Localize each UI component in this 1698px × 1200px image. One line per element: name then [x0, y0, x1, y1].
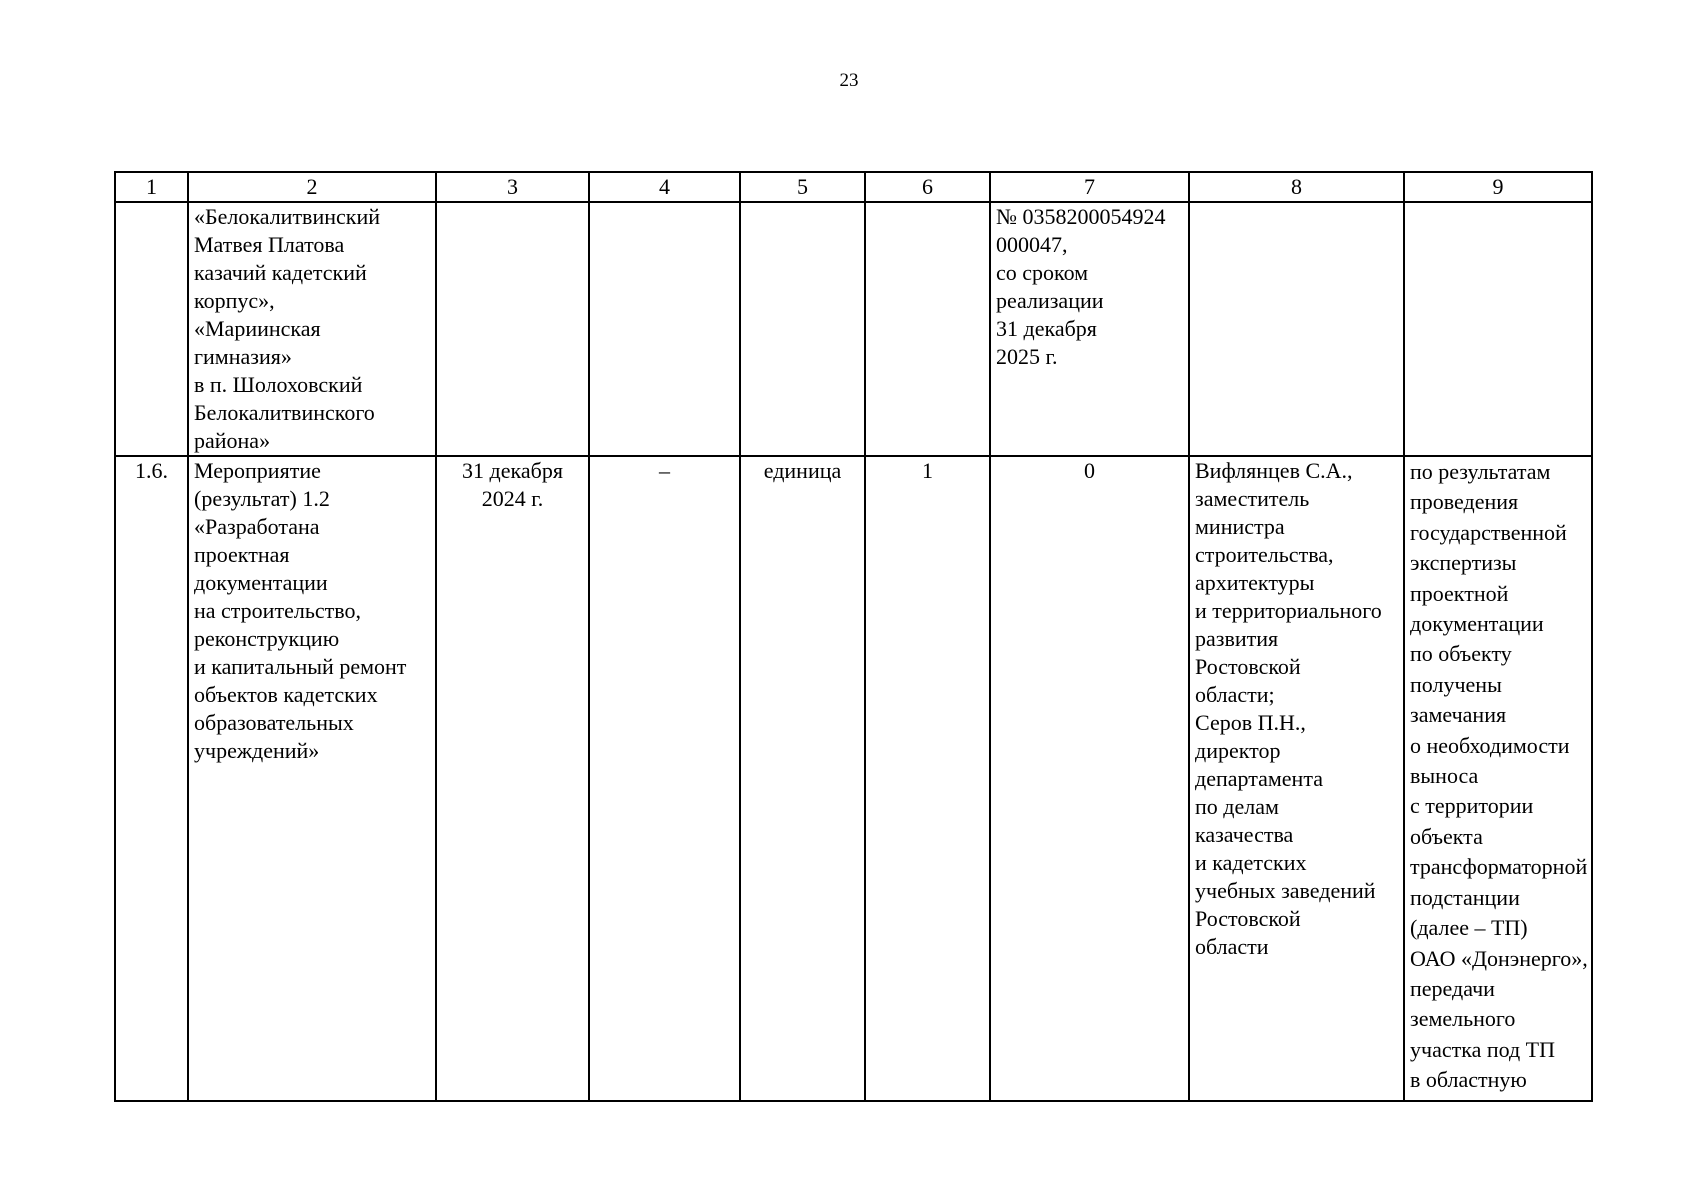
- text-line: 2024 г.: [481, 486, 544, 511]
- header-cell: 4: [589, 172, 740, 202]
- text-line: гимназия»: [194, 344, 292, 369]
- text-line: казачий кадетский: [194, 260, 367, 285]
- text-line: объектов кадетских: [194, 682, 378, 707]
- cell-plan: 1: [865, 456, 990, 1101]
- text-line: области;: [1195, 682, 1275, 707]
- text-line: реконструкцию: [194, 626, 340, 651]
- text-line: объекта: [1410, 823, 1483, 849]
- text-line: района»: [194, 428, 271, 453]
- header-cell: 2: [188, 172, 436, 202]
- text-line: Матвея Платова: [194, 232, 345, 257]
- cell-date: [436, 456, 589, 1101]
- text-line: архитектуры: [1195, 570, 1315, 595]
- text-line: директор: [1195, 738, 1281, 763]
- text-line: замечания: [1410, 702, 1507, 728]
- text-line: 31 декабря: [462, 458, 563, 483]
- cell-plan: [865, 202, 990, 456]
- text-line: (далее – ТП): [1410, 915, 1528, 941]
- cell-col4: [589, 202, 740, 456]
- cell-fact: 0: [990, 456, 1189, 1101]
- text-line: на строительство,: [194, 598, 361, 623]
- cell-responsible: [1189, 456, 1404, 1101]
- cell-number: [115, 202, 188, 456]
- text-line: «Разработана: [194, 514, 320, 539]
- text-line: государственной: [1410, 519, 1567, 545]
- text-line: 000047,: [996, 232, 1068, 257]
- text-line: Белокалитвинского: [194, 400, 375, 425]
- text-line: строительства,: [1195, 542, 1334, 567]
- text-line: трансформаторной: [1410, 854, 1588, 880]
- text-line: «Мариинская: [194, 316, 321, 341]
- header-cell: 9: [1404, 172, 1592, 202]
- text-line: по объекту: [1410, 641, 1512, 667]
- text-line: заместитель: [1195, 486, 1310, 511]
- cell-fact: [990, 202, 1189, 456]
- cell-comment: [1404, 456, 1592, 1101]
- text-line: департамента: [1195, 766, 1323, 791]
- text-line: в п. Шолоховский: [194, 372, 363, 397]
- text-line: и кадетских: [1195, 850, 1307, 875]
- text-line: выноса: [1410, 763, 1479, 789]
- text-line: образовательных: [194, 710, 354, 735]
- text-line: Ростовской: [1195, 654, 1301, 679]
- cell-responsible: [1189, 202, 1404, 456]
- text-line: 2025 г.: [996, 344, 1058, 369]
- text-line: земельного: [1410, 1006, 1516, 1032]
- text-line: и территориального: [1195, 598, 1382, 623]
- header-cell: 5: [740, 172, 865, 202]
- header-cell: 3: [436, 172, 589, 202]
- cell-comment: [1404, 202, 1592, 456]
- cell-unit: [740, 202, 865, 456]
- header-cell: 7: [990, 172, 1189, 202]
- text-line: с территории: [1410, 793, 1534, 819]
- text-line: Серов П.Н.,: [1195, 710, 1306, 735]
- text-line: Ростовской: [1195, 906, 1301, 931]
- cell-number: 1.6.: [115, 456, 188, 1101]
- header-cell: 6: [865, 172, 990, 202]
- text-line: документации: [194, 570, 328, 595]
- cell-col4: –: [589, 456, 740, 1101]
- text-line: и капитальный ремонт: [194, 654, 407, 679]
- header-cell: 1: [115, 172, 188, 202]
- text-line: получены: [1410, 671, 1502, 697]
- text-line: со сроком: [996, 260, 1089, 285]
- text-line: документации: [1410, 611, 1544, 637]
- text-line: участка под ТП: [1410, 1036, 1555, 1062]
- text-line: по делам: [1195, 794, 1279, 819]
- cell-name: [188, 202, 436, 456]
- text-line: (результат) 1.2: [194, 486, 330, 511]
- text-line: развития: [1195, 626, 1279, 651]
- text-line: области: [1195, 934, 1269, 959]
- text-line: учреждений»: [194, 738, 320, 763]
- page-number: 23: [839, 70, 859, 91]
- table-row-1-6: [115, 456, 1592, 1101]
- table-header-row: [115, 172, 1592, 202]
- text-line: в областную: [1410, 1067, 1527, 1093]
- text-line: 31 декабря: [996, 316, 1097, 341]
- text-line: о необходимости: [1410, 732, 1570, 758]
- text-line: министра: [1195, 514, 1285, 539]
- table-row-continued: [115, 202, 1592, 456]
- cell-unit: единица: [740, 456, 865, 1101]
- text-line: проектная: [194, 542, 290, 567]
- cell-date: [436, 202, 589, 456]
- text-line: реализации: [996, 288, 1104, 313]
- text-line: корпус»,: [194, 288, 275, 313]
- text-line: учебных заведений: [1195, 878, 1376, 903]
- text-line: проектной: [1410, 580, 1509, 606]
- text-line: проведения: [1410, 489, 1519, 515]
- text-line: № 0358200054924: [996, 204, 1166, 229]
- text-line: казачества: [1195, 822, 1294, 847]
- text-line: ОАО «Донэнерго»,: [1410, 945, 1588, 971]
- text-line: подстанции: [1410, 884, 1520, 910]
- text-line: по результатам: [1410, 459, 1551, 484]
- text-line: «Белокалитвинский: [194, 204, 380, 229]
- text-line: передачи: [1410, 975, 1495, 1001]
- header-cell: 8: [1189, 172, 1404, 202]
- text-line: Вифлянцев С.А.,: [1195, 458, 1353, 483]
- cell-name: [188, 456, 436, 1101]
- main-table: [114, 171, 1593, 1102]
- text-line: экспертизы: [1410, 550, 1517, 576]
- text-line: Мероприятие: [194, 458, 321, 483]
